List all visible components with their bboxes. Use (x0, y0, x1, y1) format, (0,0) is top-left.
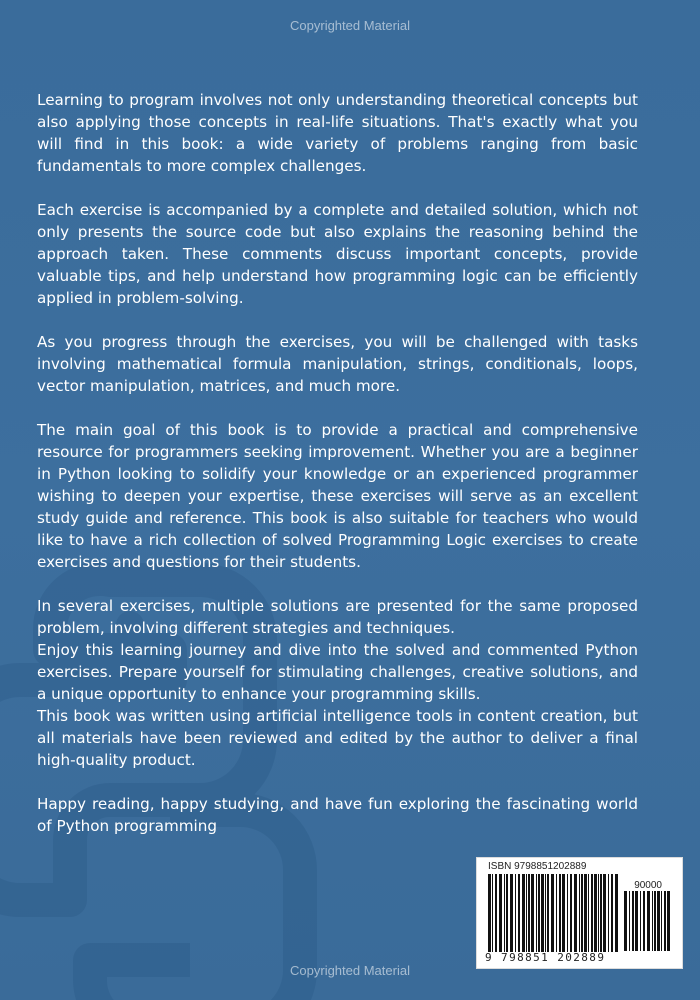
paragraph-goal: The main goal of this book is to provide a practical and comprehensive resource for programmers seeking improvement. Whether you are a beginner in Python looking to solidify your knowledge or an experienced programmer wishing to deepen your expertise, these exercises will serve as an excellent study guide and reference. This book is also suitable for teachers who would like to have a rich collection of solved Programming Logic exercises to create exercises and questions for their students. (37, 421, 638, 571)
barcode-bar (581, 874, 583, 952)
barcode-bar (591, 874, 593, 952)
barcode-bar (657, 891, 660, 951)
barcode-bar (600, 874, 602, 952)
barcode-bars (488, 874, 620, 952)
price-code: 90000 (634, 880, 662, 891)
barcode-bar (647, 891, 650, 951)
paragraph-closing: Happy reading, happy studying, and have fun exploring the fascinating world of Python programming (37, 795, 638, 835)
barcode-bar (559, 874, 561, 952)
barcode-bar (629, 891, 630, 951)
copyright-watermark-top: Copyrighted Material (290, 18, 410, 33)
paragraph-ai-notice: This book was written using artificial intelligence tools in content creation, but all materials have been reviewed and edited by the author to deliver a final high-quality product. (37, 707, 638, 769)
barcode-bar (567, 874, 568, 952)
barcode-bar (510, 874, 513, 952)
barcode-bar (598, 874, 599, 952)
barcode-bar (615, 874, 618, 952)
paragraph-topics: As you progress through the exercises, you will be challenged with tasks involving mathematical formula manipulation, strings, conditionals, loops, vector manipulation, matrices, and much more. (37, 333, 638, 395)
barcode-bar (488, 874, 491, 952)
barcode-bar (499, 874, 502, 952)
barcode-bar (492, 874, 493, 952)
barcode-bar (518, 874, 520, 952)
barcode-bar (611, 874, 613, 952)
paragraph-solutions: Each exercise is accompanied by a complete and detailed solution, which not only presents the source code but also explains the reasoning behind the approach taken. These comments discuss important concepts, provide valuable tips, and help understand how programming logic can be efficiently applied in problem-solving. (37, 201, 638, 307)
barcode-bar (640, 891, 641, 951)
barcode-bar (664, 891, 666, 951)
back-cover-description (37, 89, 638, 837)
paragraph-enjoy: Enjoy this learning journey and dive into the solved and commented Python exercises. Prepare yourself for stimulating challenges, creative solutions, and a unique opportunity to enhance your programming skills. (37, 641, 638, 703)
barcode-bar (570, 874, 572, 952)
barcode-bar (551, 874, 554, 952)
barcode-bar (538, 874, 540, 952)
barcode-bar (632, 891, 634, 951)
isbn-label: ISBN 9798851202889 (488, 861, 587, 872)
barcode-bar (643, 891, 645, 951)
barcode-bar (588, 874, 589, 952)
barcode-bar (654, 891, 656, 951)
barcode-bar (545, 874, 546, 952)
copyright-watermark-bottom: Copyrighted Material (290, 963, 410, 978)
barcode-bar (506, 874, 508, 952)
barcode-bar (635, 891, 638, 951)
barcode-bar (495, 874, 497, 952)
paragraph-multiple-solutions: In several exercises, multiple solutions are presented for the same proposed problem, involving different strategies and techniques. (37, 597, 638, 637)
barcode-bar (594, 874, 597, 952)
barcode-bar (526, 874, 527, 952)
barcode-bar (603, 874, 606, 952)
barcode-bar (541, 874, 544, 952)
barcode-bar (562, 874, 565, 952)
barcode-bar (536, 874, 537, 952)
barcode-bar (579, 874, 580, 952)
barcode-bar (624, 891, 627, 951)
barcode-bar (667, 891, 670, 951)
barcode-digits: 9 798851 202889 (485, 951, 606, 964)
barcode-bar (547, 874, 549, 952)
paragraph-intro: Learning to program involves not only understanding theoretical concepts but also applying those concepts in real-life situations. That's exactly what you will find in this book: a wide variety of problems ranging from basic fundamentals to more complex challenges. (37, 91, 638, 175)
barcode-addon-bars (624, 891, 672, 951)
barcode-bar (531, 874, 534, 952)
barcode-bar (661, 891, 662, 951)
barcode-bar (652, 891, 653, 951)
barcode-bar (504, 874, 505, 952)
barcode-bar (608, 874, 609, 952)
barcode-bar (528, 874, 530, 952)
isbn-barcode (476, 857, 683, 969)
barcode-bar (556, 874, 557, 952)
barcode-bar (515, 874, 516, 952)
barcode-bar (522, 874, 525, 952)
barcode-bar (574, 874, 577, 952)
barcode-bar (584, 874, 587, 952)
